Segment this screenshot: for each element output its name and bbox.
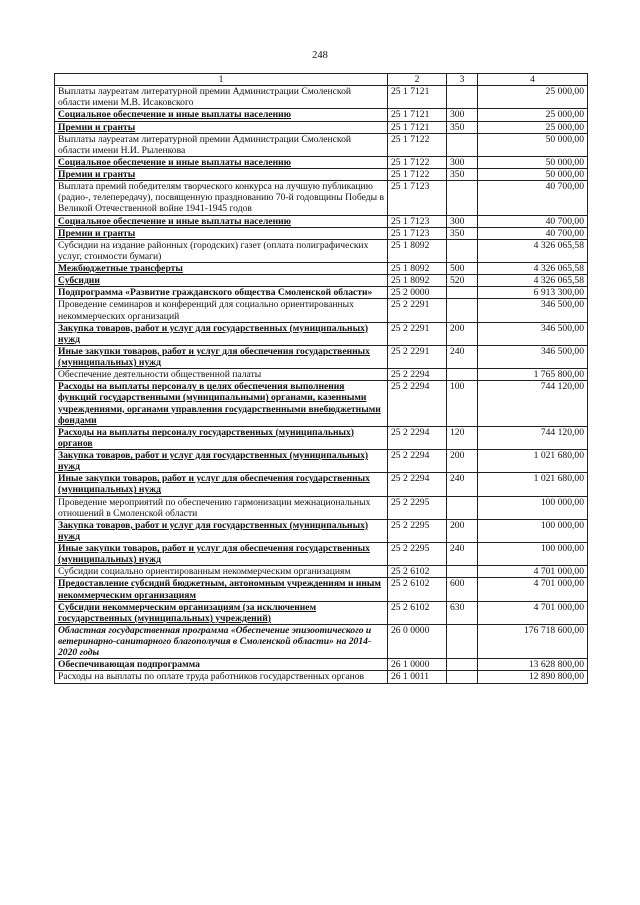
row-name-cell [55,473,388,496]
row-expense-type: 630 [447,601,478,624]
row-name: Обеспечение деятельности общественной палаты [58,369,262,381]
row-target-code: 25 1 7123 [388,227,447,239]
row-expense-type [447,369,478,381]
row-expense-type: 300 [447,109,478,121]
row-name-cell [55,299,388,322]
row-amount: 40 700,00 [478,227,588,239]
row-amount: 100 000,00 [478,496,588,519]
row-target-code: 25 2 2291 [388,322,447,345]
row-expense-type [447,566,478,578]
row-name-cell [55,181,388,215]
row-target-code: 25 2 2291 [388,299,447,322]
row-expense-type: 500 [447,263,478,275]
table-row [55,169,588,181]
row-name: Выплаты лауреатам литературной премии Администрации Смоленской области имени М.В. Исаковского [58,86,352,109]
table-row [55,543,588,566]
row-expense-type [447,299,478,322]
row-expense-type [447,133,478,156]
row-name: Проведение мероприятий по обеспечению гармонизации межнациональных отношений в Смоленской области [58,496,371,519]
row-target-code: 25 2 6102 [388,578,447,601]
row-name: Обеспечивающая подпрограмма [58,659,200,671]
row-expense-type: 200 [447,519,478,542]
row-expense-type [447,671,478,683]
row-name: Межбюджетные трансферты [58,263,183,274]
table-row [55,473,588,496]
row-name-cell [55,543,388,566]
table-row [55,275,588,287]
row-name: Выплата премий победителям творческого конкурса на лучшую публикацию (радио-, телепередачу), посвященную празднованию 70-й годовщины Победы в Великой Отечественной войне 1941-1945 годов [58,181,384,215]
table-row [55,86,588,109]
row-target-code: 25 1 7121 [388,109,447,121]
row-amount: 346 500,00 [478,322,588,345]
header-col-1: 1 [55,74,388,86]
table-row [55,369,588,381]
row-target-code: 26 1 0011 [388,671,447,683]
row-expense-type [447,287,478,299]
row-name: Иные закупки товаров, работ и услуг для обеспечения государственных (муниципальных) нужд [58,473,370,496]
row-target-code: 25 1 7121 [388,121,447,133]
table-row [55,381,588,427]
row-expense-type [447,659,478,671]
row-name-cell [55,659,388,671]
row-expense-type [447,86,478,109]
row-amount: 176 718 600,00 [478,624,588,658]
table-header-row [55,74,588,86]
row-expense-type: 520 [447,275,478,287]
row-amount: 744 120,00 [478,381,588,427]
row-name: Премии и гранты [58,227,136,239]
row-name-cell [55,86,388,109]
row-amount: 6 913 300,00 [478,287,588,299]
row-expense-type: 240 [447,543,478,566]
row-name: Закупка товаров, работ и услуг для государственных (муниципальных) нужд [58,519,369,542]
table-row [55,109,588,121]
row-expense-type [447,239,478,262]
row-target-code: 25 1 8092 [388,263,447,275]
row-target-code: 25 1 8092 [388,239,447,262]
header-col-2: 2 [388,74,447,86]
row-amount: 346 500,00 [478,345,588,368]
row-amount: 1 021 680,00 [478,473,588,496]
row-target-code: 25 1 7123 [388,181,447,215]
row-expense-type: 600 [447,578,478,601]
row-target-code: 25 1 7122 [388,156,447,168]
row-name-cell [55,133,388,156]
table-row [55,671,588,683]
table-row [55,215,588,227]
row-target-code: 26 0 0000 [388,624,447,658]
row-name-cell [55,287,388,299]
row-target-code: 26 1 0000 [388,659,447,671]
table-row [55,287,588,299]
row-name: Предоставление субсидий бюджетным, автономным учреждениям и иным некоммерческим организациям [58,578,381,601]
row-amount: 50 000,00 [478,133,588,156]
row-amount: 13 628 800,00 [478,659,588,671]
row-amount: 50 000,00 [478,169,588,181]
table-row [55,496,588,519]
row-name: Премии и гранты [58,169,136,180]
row-name: Закупка товаров, работ и услуг для государственных (муниципальных) нужд [58,450,369,473]
row-name-cell [55,426,388,449]
row-name: Расходы на выплаты персоналу в целях обеспечения выполнения функций государственными (муниципальными) органами, казенными учреждениями, органами управления государственными внебюджетными фондами [58,381,381,426]
row-amount: 4 701 000,00 [478,578,588,601]
table-row [55,659,588,671]
row-name: Расходы на выплаты по оплате труда работников государственных органов [58,671,365,683]
row-name: Иные закупки товаров, работ и услуг для обеспечения государственных (муниципальных) нужд [58,345,370,368]
row-name-cell [55,578,388,601]
row-amount: 744 120,00 [478,426,588,449]
page-number: 248 [312,50,328,61]
row-target-code: 25 2 2295 [388,519,447,542]
row-expense-type: 240 [447,345,478,368]
row-name: Закупка товаров, работ и услуг для государственных (муниципальных) нужд [58,322,369,345]
row-amount: 40 700,00 [478,215,588,227]
row-amount: 4 701 000,00 [478,601,588,624]
row-name-cell [55,275,388,287]
row-target-code: 25 2 2294 [388,426,447,449]
row-amount: 25 000,00 [478,109,588,121]
row-amount: 4 701 000,00 [478,566,588,578]
row-target-code: 25 2 2294 [388,450,447,473]
row-expense-type: 200 [447,450,478,473]
table-row [55,450,588,473]
row-name-cell [55,263,388,275]
row-expense-type: 350 [447,121,478,133]
row-name: Премии и гранты [58,121,136,133]
header-col-3: 3 [447,74,478,86]
row-target-code: 25 2 6102 [388,566,447,578]
row-amount: 346 500,00 [478,299,588,322]
row-name: Субсидии социально ориентированным некоммерческим организациям [58,566,351,578]
table-row [55,322,588,345]
row-target-code: 25 1 7121 [388,86,447,109]
row-expense-type: 300 [447,156,478,168]
row-target-code: 25 2 2294 [388,381,447,427]
row-expense-type: 350 [447,227,478,239]
row-name-cell [55,601,388,624]
row-expense-type: 200 [447,322,478,345]
row-name: Расходы на выплаты персоналу государственных (муниципальных) органов [58,426,354,449]
table-row [55,263,588,275]
row-amount: 4 326 065,58 [478,263,588,275]
row-name-cell [55,121,388,133]
row-name: Социальное обеспечение и иные выплаты населению [58,215,291,227]
row-name: Иные закупки товаров, работ и услуг для обеспечения государственных (муниципальных) нужд [58,543,370,566]
row-amount: 40 700,00 [478,181,588,215]
table-row [55,239,588,262]
row-name-cell [55,519,388,542]
row-name-cell [55,215,388,227]
row-target-code: 25 1 7122 [388,133,447,156]
table-row [55,426,588,449]
row-amount: 1 765 800,00 [478,369,588,381]
row-name: Субсидии на издание районных (городских) газет (оплата полиграфических услуг, стоимости бумаги) [58,239,369,262]
row-amount: 50 000,00 [478,156,588,168]
table-row [55,181,588,215]
row-name-cell [55,496,388,519]
row-expense-type [447,181,478,215]
row-expense-type: 350 [447,169,478,181]
row-amount: 100 000,00 [478,543,588,566]
row-name-cell [55,369,388,381]
row-name-cell [55,169,388,181]
row-name-cell [55,566,388,578]
row-expense-type: 240 [447,473,478,496]
row-expense-type: 100 [447,381,478,427]
row-name: Выплаты лауреатам литературной премии Администрации Смоленской области имени Н.И. Рыленкова [58,133,352,156]
row-name-cell [55,156,388,168]
row-amount: 4 326 065,58 [478,275,588,287]
row-expense-type: 300 [447,215,478,227]
row-target-code: 25 2 2294 [388,369,447,381]
table-row [55,578,588,601]
table-row [55,566,588,578]
table-row [55,227,588,239]
row-name: Субсидии [58,275,100,287]
row-amount: 25 000,00 [478,121,588,133]
row-amount: 100 000,00 [478,519,588,542]
table-row [55,133,588,156]
row-target-code: 25 2 0000 [388,287,447,299]
header-col-4: 4 [478,74,588,86]
row-name-cell [55,239,388,262]
row-target-code: 25 2 2295 [388,543,447,566]
row-target-code: 25 1 7122 [388,169,447,181]
row-target-code: 25 2 2294 [388,473,447,496]
row-target-code: 25 1 8092 [388,275,447,287]
row-expense-type [447,496,478,519]
row-name-cell [55,671,388,683]
row-target-code: 25 2 2291 [388,345,447,368]
table-row [55,345,588,368]
row-name: Проведение семинаров и конференций для социально ориентированных некоммерческих организаций [58,299,354,322]
row-expense-type: 120 [447,426,478,449]
row-amount: 25 000,00 [478,86,588,109]
row-amount: 4 326 065,58 [478,239,588,262]
row-amount: 12 890 800,00 [478,671,588,683]
row-name: Субсидии некоммерческим организациям (за исключением государственных (муниципальных) учреждений) [58,601,317,624]
row-name-cell [55,322,388,345]
table-row [55,299,588,322]
row-expense-type [447,624,478,658]
row-target-code: 25 2 6102 [388,601,447,624]
row-name-cell [55,345,388,368]
row-name-cell [55,381,388,427]
row-name-cell [55,109,388,121]
row-name: Подпрограмма «Развитие гражданского общества Смоленской области» [58,287,373,299]
row-target-code: 25 1 7123 [388,215,447,227]
row-name: Областная государственная программа «Обеспечение эпизоотического и ветеринарно-санитарного благополучия в Смоленской области» на 2014-2020 годы [58,624,372,659]
row-name-cell [55,624,388,658]
table-row [55,156,588,168]
row-target-code: 25 2 2295 [388,496,447,519]
row-name: Социальное обеспечение и иные выплаты населению [58,109,291,121]
table-row [55,624,588,658]
table-row [55,519,588,542]
row-name-cell [55,450,388,473]
table-row [55,121,588,133]
table-row [55,601,588,624]
row-amount: 1 021 680,00 [478,450,588,473]
row-name-cell [55,227,388,239]
budget-table [54,73,588,684]
row-name: Социальное обеспечение и иные выплаты населению [58,156,291,168]
